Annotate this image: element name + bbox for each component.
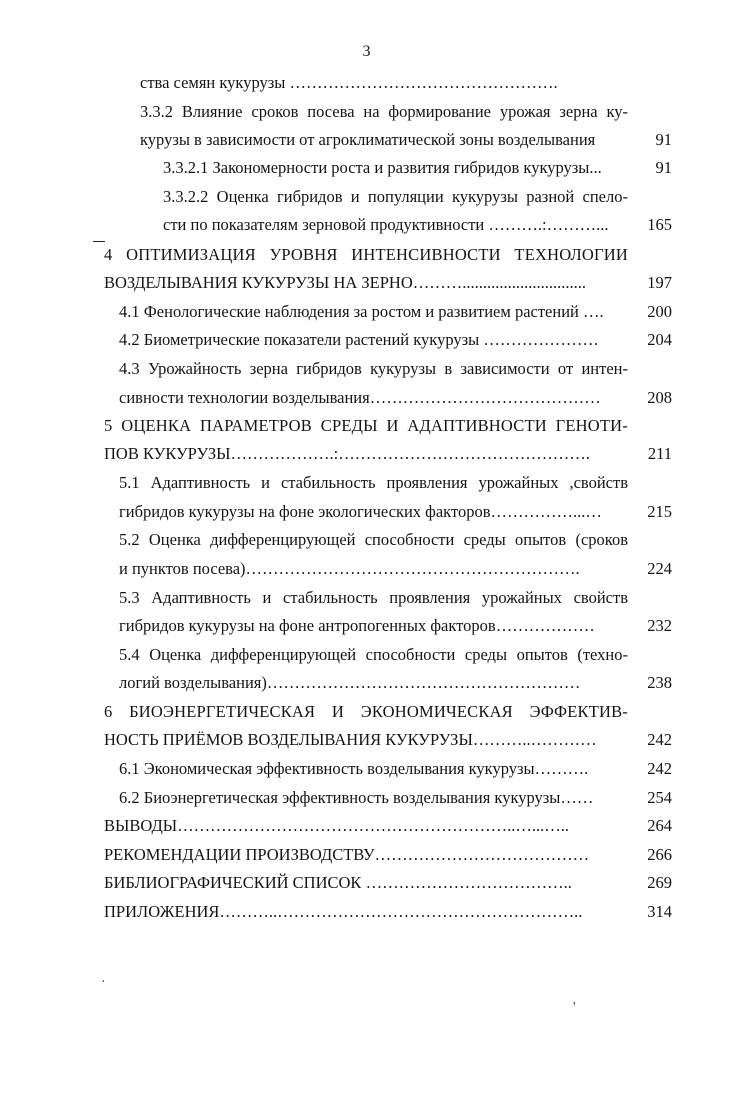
toc-entry-text: ПОВ КУКУРУЗЫ……………….:………………………………………. xyxy=(104,444,590,463)
toc-entry-page: 91 xyxy=(655,158,672,177)
toc-entry-page: 314 xyxy=(647,902,672,921)
toc-entry-text: РЕКОМЕНДАЦИИ ПРОИЗВОДСТВУ………………………………… xyxy=(104,845,590,864)
toc-entry-page: 200 xyxy=(647,302,672,321)
toc-entry-page: 224 xyxy=(647,559,672,578)
toc-entry-text: сти по показателям зерновой продуктивности ……….:………... xyxy=(163,215,609,234)
toc-entry-text: логий возделывания)………………………………………………… xyxy=(119,673,581,692)
toc-entry-text: 5.3 Адаптивность и стабильность проявления урожайных свойств xyxy=(119,588,628,607)
scan-speck: ' xyxy=(573,1000,576,1015)
toc-entry-text: курузы в зависимости от агроклиматической зоны возделывания xyxy=(140,130,596,149)
toc-entry-page: 215 xyxy=(647,502,672,521)
toc-entry-page: 204 xyxy=(647,330,672,349)
toc-entry-text: 3.3.2 Влияние сроков посева на формирование урожая зерна ку- xyxy=(140,102,628,121)
toc-entry-text: 4.2 Биометрические показатели растений кукурузы ………………… xyxy=(119,330,599,349)
toc-entry-page: 232 xyxy=(647,616,672,635)
toc-entry-text: и пунктов посева)……………………………………………………. xyxy=(119,559,580,578)
toc-entry-text: 5.2 Оценка дифференцирующей способности среды опытов (сроков xyxy=(119,530,628,549)
toc-entry-text: НОСТЬ ПРИЁМОВ ВОЗДЕЛЫВАНИЯ КУКУРУЗЫ………..………… xyxy=(104,730,597,749)
toc-entry-page: 242 xyxy=(647,730,672,749)
toc-entry-text: 6 БИОЭНЕРГЕТИЧЕСКАЯ И ЭКОНОМИЧЕСКАЯ ЭФФЕКТИВ- xyxy=(104,702,628,721)
toc-entry-text: 3.3.2.1 Закономерности роста и развития гибридов кукурузы... xyxy=(163,158,602,177)
toc-entry-page: 254 xyxy=(647,788,672,807)
toc-entry-page: 269 xyxy=(647,873,672,892)
toc-entry-text: ВОЗДЕЛЫВАНИЯ КУКУРУЗЫ НА ЗЕРНО……….............................. xyxy=(104,273,587,292)
toc-entry-page: 91 xyxy=(655,130,672,149)
toc-entry-text: 5.1 Адаптивность и стабильность проявления урожайных ,свойств xyxy=(119,473,628,492)
margin-mark xyxy=(93,241,105,242)
toc-entry-text: 4.1 Фенологические наблюдения за ростом и развитием растений …. xyxy=(119,302,604,321)
toc-entry-text: ства семян кукурузы …………………………………………. xyxy=(140,73,558,92)
scan-speck: · xyxy=(101,975,106,990)
toc-entry-page: 165 xyxy=(647,215,672,234)
toc-entry-page: 242 xyxy=(647,759,672,778)
toc-entry-text: сивности технологии возделывания…………………………………… xyxy=(119,388,601,407)
toc-entry-text: БИБЛИОГРАФИЧЕСКИЙ СПИСОК ……………………………….. xyxy=(104,873,572,892)
toc-entry-text: 5.4 Оценка дифференцирующей способности среды опытов (техно- xyxy=(119,645,628,664)
toc-entry-page: 238 xyxy=(647,673,672,692)
toc-entry-text: ПРИЛОЖЕНИЯ………..……………………………………………….. xyxy=(104,902,583,921)
toc-entry-page: 197 xyxy=(647,273,672,292)
toc-entry-page: 264 xyxy=(647,816,672,835)
page-number: 3 xyxy=(362,43,371,60)
toc-entry-page: 208 xyxy=(647,388,672,407)
toc-entry-text: ВЫВОДЫ……………………………………………………..…...….. xyxy=(104,816,570,835)
toc-entry-text: гибридов кукурузы на фоне антропогенных факторов……………… xyxy=(119,616,595,635)
toc-entry-text: 4 ОПТИМИЗАЦИЯ УРОВНЯ ИНТЕНСИВНОСТИ ТЕХНОЛОГИИ xyxy=(104,245,628,264)
toc-entry-text: 3.3.2.2 Оценка гибридов и популяции кукурузы разной спело- xyxy=(163,187,628,206)
toc-entry-text: 6.1 Экономическая эффективность возделывания кукурузы………. xyxy=(119,759,589,778)
toc-entry-text: 5 ОЦЕНКА ПАРАМЕТРОВ СРЕДЫ И АДАПТИВНОСТИ ГЕНОТИ- xyxy=(104,416,628,435)
toc-entry-text: 4.3 Урожайность зерна гибридов кукурузы в зависимости от интен- xyxy=(119,359,628,378)
toc-entry-text: 6.2 Биоэнергетическая эффективность возделывания кукурузы…… xyxy=(119,788,594,807)
toc-entry-page: 211 xyxy=(647,444,672,463)
toc-entry-text: гибридов кукурузы на фоне экологических факторов……………...… xyxy=(119,502,602,521)
toc-entry-page: 266 xyxy=(647,845,672,864)
